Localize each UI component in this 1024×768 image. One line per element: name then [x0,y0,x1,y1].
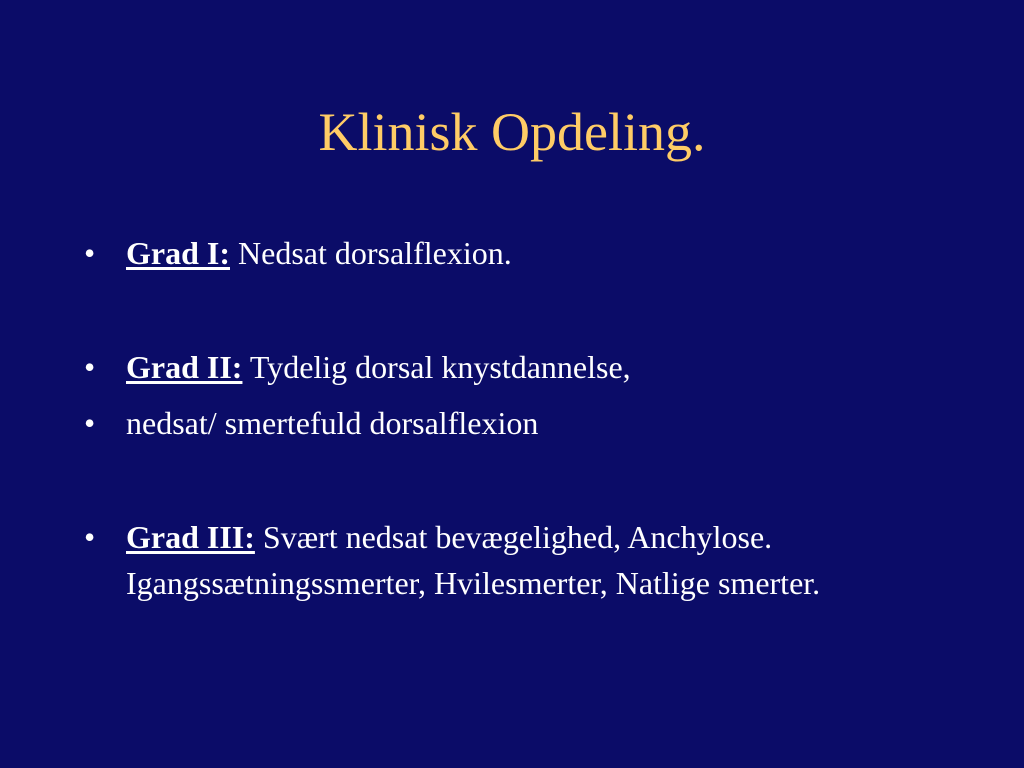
bullet-lead: Grad II: [126,349,243,385]
bullet-text: Nedsat dorsalflexion. [238,235,512,271]
bullet-list [84,230,964,606]
bullet-lead: Grad I: [126,235,230,271]
slide-title: Klinisk Opdeling. [318,102,706,162]
bullet-dot-icon: • [84,349,96,385]
bullet-grad-1 [84,230,964,276]
bullet-text: Svært nedsat bevægelighed, Anchylose. Igangssætningssmerter, Hvilesmerter, Natlige smerter. [126,519,821,601]
bullet-dot-icon: • [84,405,96,441]
bullet-text: nedsat/ smertefuld dorsalflexion [126,405,539,441]
bullet-lead: Grad III: [126,519,255,555]
bullet-grad-2 [84,344,964,390]
bullet-text: Tydelig dorsal knystdannelse, [249,349,631,385]
bullet-dot-icon: • [84,235,96,271]
bullet-dot-icon: • [84,519,96,555]
bullet-grad-2-continued [84,400,964,446]
bullet-grad-3 [84,514,964,606]
